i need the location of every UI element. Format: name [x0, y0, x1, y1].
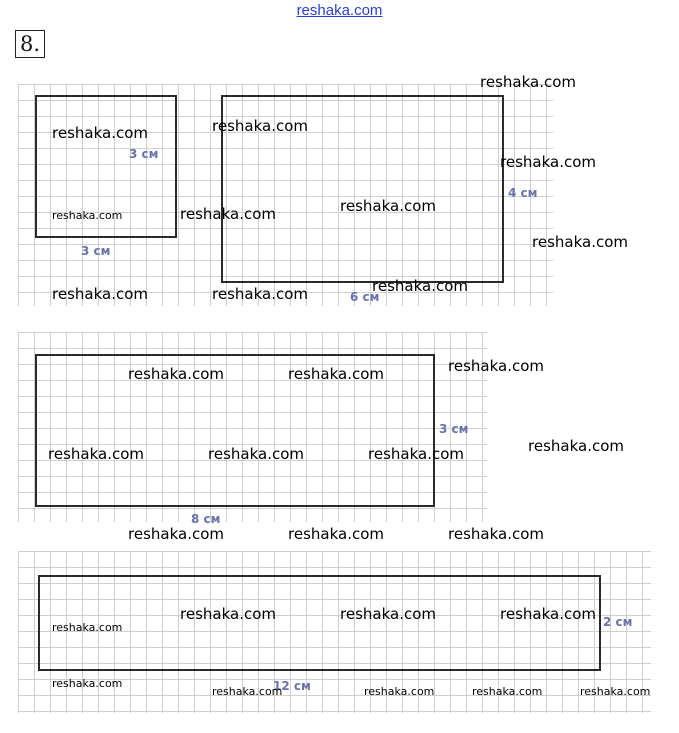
watermark: reshaka.com — [448, 525, 544, 543]
watermark: reshaka.com — [340, 197, 436, 215]
watermark: reshaka.com — [212, 285, 308, 303]
watermark: reshaka.com — [208, 445, 304, 463]
watermark: reshaka.com — [500, 153, 596, 171]
watermark: reshaka.com — [372, 277, 468, 295]
rectangle-12x2 — [38, 575, 601, 671]
watermark: reshaka.com — [52, 285, 148, 303]
rect1-side-label: 4 см — [508, 186, 538, 200]
watermark: reshaka.com — [52, 621, 123, 634]
watermark: reshaka.com — [48, 445, 144, 463]
square-bottom-label: 3 см — [81, 244, 111, 258]
watermark: reshaka.com — [128, 525, 224, 543]
task-number: 8. — [15, 30, 45, 58]
rect1-bottom-label: 6 см — [350, 290, 380, 304]
watermark: reshaka.com — [580, 685, 651, 698]
watermark: reshaka.com — [128, 365, 224, 383]
watermark: reshaka.com — [340, 605, 436, 623]
watermark: reshaka.com — [52, 677, 123, 690]
watermark: reshaka.com — [52, 124, 148, 142]
watermark: reshaka.com — [368, 445, 464, 463]
rect3-side-label: 2 см — [603, 615, 633, 629]
watermark: reshaka.com — [480, 73, 576, 91]
rect3-bottom-label: 12 см — [273, 679, 311, 693]
watermark: reshaka.com — [212, 117, 308, 135]
watermark: reshaka.com — [532, 233, 628, 251]
watermark: reshaka.com — [528, 437, 624, 455]
rect2-bottom-label: 8 см — [191, 512, 221, 526]
watermark: reshaka.com — [180, 605, 276, 623]
site-header-link[interactable]: reshaka.com — [296, 2, 383, 19]
watermark: reshaka.com — [500, 605, 596, 623]
watermark: reshaka.com — [364, 685, 435, 698]
watermark: reshaka.com — [288, 525, 384, 543]
watermark: reshaka.com — [472, 685, 543, 698]
watermark: reshaka.com — [448, 357, 544, 375]
watermark: reshaka.com — [180, 205, 276, 223]
watermark: reshaka.com — [212, 685, 283, 698]
watermark: reshaka.com — [288, 365, 384, 383]
rect2-side-label: 3 см — [439, 422, 469, 436]
watermark: reshaka.com — [52, 209, 123, 222]
square-side-label: 3 см — [129, 147, 159, 161]
